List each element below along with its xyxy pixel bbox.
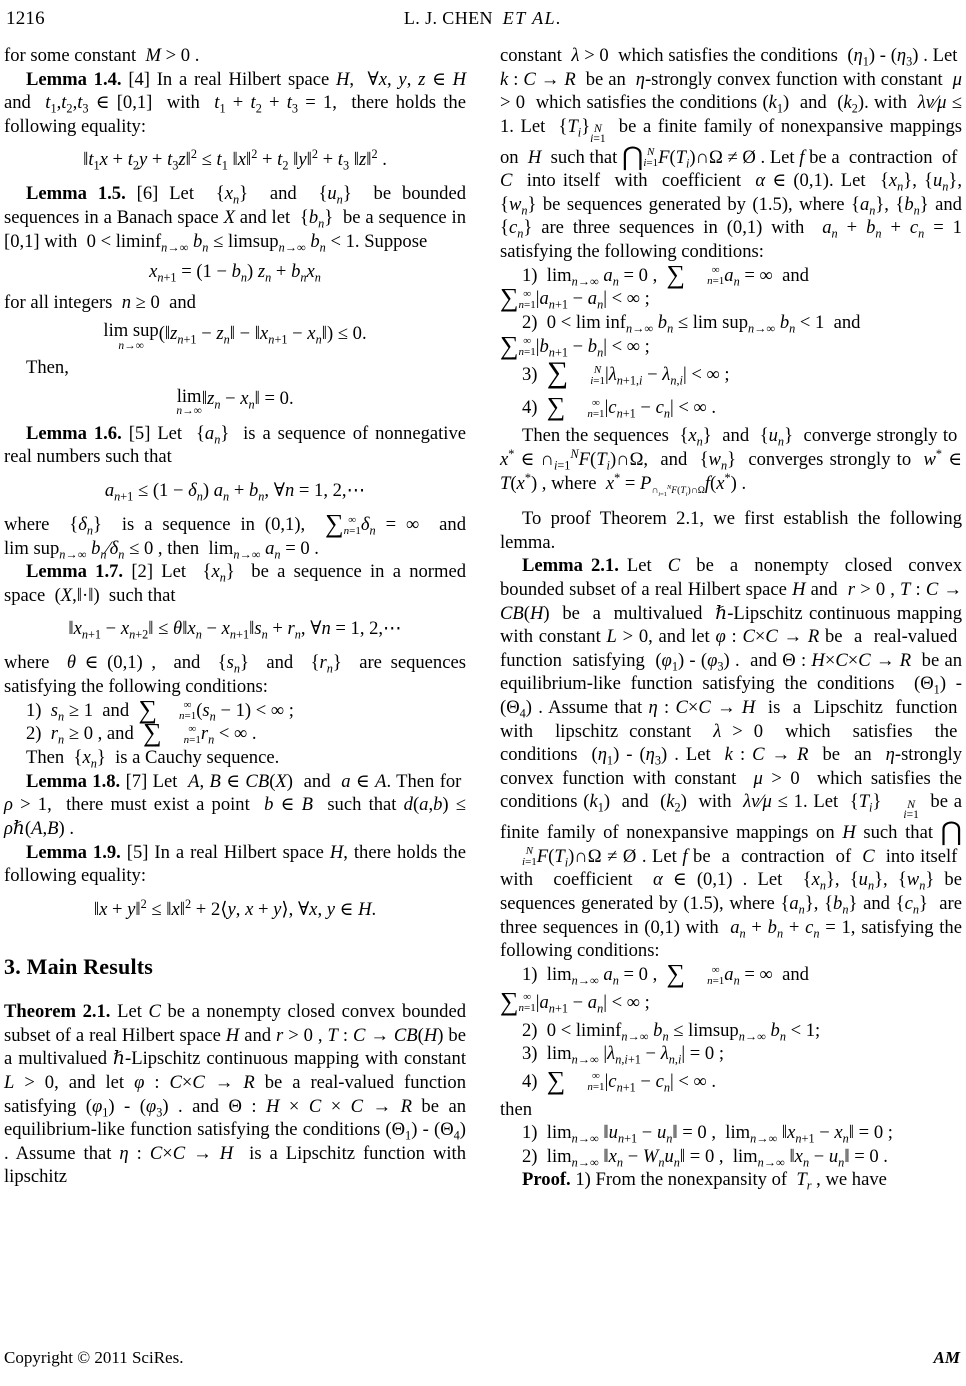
theorem-2-1-cond-1b: ∑ ∞ n=1 $|a_{n+1} - a_n|$ < ∞ ;	[500, 283, 650, 313]
lemma-1-5-text-2: for all integers n ≥ 0 and	[4, 292, 196, 314]
copyright-notice: Copyright © 2011 SciRes.	[4, 1348, 184, 1367]
lemma-1-4-label: Lemma 1.4.	[26, 68, 122, 90]
lemma-2-1-result-1: 1) $\lim_{n\to\infty}$ $‖u_{n+1}$ − $u_n‖ = 0$ , $\lim_{n\to\infty}$ $‖x_{n+1}$ − $x_n‖ = 0$ ;	[522, 1122, 893, 1147]
lemma-2-1-cond-4: 4) ∑ ∞ n=1 $|c_{n+1} - c_n|$ < ∞ .	[522, 1065, 717, 1095]
theorem-2-1-label: Theorem 2.1.	[4, 1001, 111, 1023]
lemma-2-1-then: then	[500, 1098, 533, 1120]
lemma-1-6-equation: $a_{n+1} \le (1 - \delta_n) a_n + b_n$, ∀n = 1, 2,⋯	[104, 479, 366, 504]
lemma-1-5-equation-2: lim sup n→∞ ($‖z_{n+1}$ − $z_n‖$ − $‖x_{n+1}$ − $x_n‖) \le 0$.	[103, 320, 367, 352]
lemma-1-7-label: Lemma 1.7.	[26, 561, 124, 583]
theorem-2-1: Theorem 2.1. Let C be a nonempty closed convex bounded subset of a real Hilbert space H and r > 0 , T : C → CB(H) be a multivalued ℏ-Lipschitz continuous mapping with constant L > 0, and let φ : C×C → R be a real-valued function satisfying $(\varphi_1) - (\varphi_3)$ . and Θ : H × C × C → R be an equilibrium-like function satisfying the conditions $(\Theta_1) - (\Theta_4)$ . Assume that η : C×C → H is a Lipschitz function with lipschitz	[4, 1001, 466, 1188]
lemma-1-9-equation: ‖x + y‖$^2$ ≤ ‖x‖$^2$ + 2⟨y, x + y⟩, ∀x, y ∈ H.	[93, 896, 377, 920]
right-column	[500, 44, 962, 1192]
theorem-2-1-cond-2b: ∑ ∞ n=1 $|b_{n+1} - b_n|$ < ∞ ;	[500, 330, 650, 360]
lemma-1-6-text-2: where $\{\delta_n\}$ is a sequence in (0,1), ∑ ∞ n=1 $\delta_n$ = ∞ and lim sup$_{n\to\infty}$ $b_n⁄\delta_n \le 0$ , then $\lim_{n\to\infty} a_n = 0$ .	[4, 508, 466, 562]
lemma-2-1-cond-1b: ∑ ∞ n=1 $|a_{n+1} - a_n|$ < ∞ ;	[500, 986, 650, 1016]
proof-label: Proof.	[522, 1169, 571, 1191]
lemma-2-1-cond-3: 3) $\lim_{n\to\infty} |\lambda_{n,i+1} - \lambda_{n,i}| = 0$ ;	[522, 1043, 725, 1067]
theorem-2-1-conclusion: Then the sequences $\{x_n\}$ and $\{u_n\}$ converge strongly to x* ∈ $\cap_{i=1}^NF(T_i)\cap\Omega$, and $\{w_n\}$ converges strongly to w* ∈ T(x*) , where $x^* = P_{\cap_{i=1}^NF(T_i)\cap\Omega}f(x^*)$ .	[500, 425, 962, 499]
lemma-1-5: Lemma 1.5. [6] Let $\{x_n\}$ and $\{u_n\}$ be bounded sequences in a Banach space X and let $\{b_n\}$ be a sequence in [0,1] with 0 < liminf$_{n\to\infty}$ $b_n$ ≤ limsup$_{n\to\infty}$ $b_n < 1$. Suppose	[4, 183, 466, 255]
lemma-1-7-equation: $‖x_{n+1}$ − $x_{n+2}‖$ ≤ $\theta‖x_n$ − $x_{n+1}‖s_n + r_n$, ∀n = 1, 2,⋯	[68, 618, 402, 643]
page-footer	[0, 1348, 966, 1372]
lemma-1-4-equation: $‖t_1x + t_2y$ + $t_3z‖^2 \le t_1$ ‖x‖$^2$ + $t_2$ ‖y‖$^2$ + $t_3$ ‖z‖$^2$ .	[83, 147, 387, 174]
lemma-1-5-text-3: Then,	[26, 357, 69, 379]
running-head-authors	[0, 8, 966, 29]
page-number: 1216	[6, 8, 45, 29]
lemma-2-1-cond-1: 1) $\lim_{n\to\infty} a_n = 0$ , ∑ ∞ n=1 $a_n$ = ∞ and	[522, 958, 809, 988]
lemma-2-1-proof: Proof. 1) From the nonexpansity of $T_r$ , we have	[522, 1169, 887, 1194]
lemma-2-1-result-2: 2) $\lim_{n\to\infty}$ $‖x_n$ − $W_nu_n‖ = 0$ , $\lim_{n\to\infty}$ $‖x_n$ − $u_n‖ = 0$ .	[522, 1145, 888, 1170]
lemma-1-9-ref: [5]	[126, 841, 149, 863]
lemma-1-6-ref: [5]	[128, 422, 151, 444]
running-head	[0, 8, 966, 32]
to-proof-paragraph: To proof Theorem 2.1, we first establish the following lemma.	[500, 508, 962, 553]
lemma-1-5-equation-3: lim n→∞ $‖z_n$ − $x_n‖ = 0$.	[176, 385, 294, 418]
theorem-2-1-cond-3: 3) ∑ N i=1 $|\lambda_{n+1,i} - \lambda_{n,i}|$ < ∞ ;	[522, 356, 730, 390]
lemma-1-8: Lemma 1.8. [7] Let A, B ∈ CB(X) and a ∈ A. Then for ρ > 1, there must exist a point b ∈ B such that d(a,b) ≤ ρℏ(A,B) .	[4, 770, 467, 839]
lemma-1-5-equation-1: $x_{n+1} = (1 - b_n) z_n + b_nx_n$	[149, 261, 321, 285]
lemma-1-5-label: Lemma 1.5.	[26, 183, 126, 205]
theorem-2-1-cond-1: 1) $\lim_{n\to\infty} a_n = 0$ , ∑ ∞ n=1 $a_n$ = ∞ and	[522, 259, 809, 289]
lemma-1-7: Lemma 1.7. [2] Let $\{x_n\}$ be a sequence in a normed space (X,‖·‖) such that	[4, 561, 466, 606]
lemma-2-1-label: Lemma 2.1.	[522, 555, 619, 577]
lemma-1-9: Lemma 1.9. [5] In a real Hilbert space H, there holds the following equality:	[4, 841, 466, 887]
lemma-1-4: Lemma 1.4. [4] In a real Hilbert space H, ∀x, y, z ∈ H and $t_1,t_2,t_3$ ∈ [0,1] with $t_1 + t_2 + t_3 = 1$, there holds the following equality:	[4, 68, 467, 137]
journal-abbreviation: AM	[933, 1348, 960, 1367]
lemma-1-4-ref: [4]	[128, 68, 150, 90]
section-heading-main-results: 3. Main Results	[4, 953, 154, 979]
lemma-1-6: Lemma 1.6. [5] Let $\{a_n\}$ is a sequence of nonnegative real numbers such that	[4, 422, 467, 468]
lemma-1-8-ref: [7]	[125, 770, 148, 792]
lemma-1-7-item-1: 1) $s_n \ge 1$ and ∑ ∞ n=1 $(s_n - 1)$ < ∞ ;	[26, 694, 294, 724]
theorem-2-1-cond-4: 4) ∑ ∞ n=1 $|c_{n+1} - c_n|$ < ∞ .	[522, 392, 717, 422]
lemma-1-8-label: Lemma 1.8.	[26, 770, 121, 792]
lemma-1-5-ref: [6]	[136, 183, 159, 205]
theorem-2-1-cond-2: 2) 0 < lim inf$_{n\to\infty}$ $b_n \le \lim sup_{n\to\infty}$ $b_n < 1$ and	[522, 312, 861, 336]
running-head-etal: ET AL.	[502, 8, 563, 28]
lemma-1-7-ref: [2]	[131, 561, 154, 583]
lemma-1-7-text-3: Then $\{x_n\}$ is a Cauchy sequence.	[26, 747, 280, 771]
running-head-author-names: L. J. CHEN	[403, 8, 493, 28]
lemma-1-9-label: Lemma 1.9.	[26, 841, 121, 863]
paragraph-for-some-constant: for some constant M > 0 .	[4, 45, 200, 66]
left-column	[4, 44, 466, 1189]
theorem-2-1-continued: constant λ > 0 which satisfies the conditions $(\eta_1) - (\eta_3)$ . Let k : C → R be an η-strongly convex function with constant μ > 0 which satisfies the conditions $(k_1)$ and $(k_2)$. with λν⁄μ ≤ 1. Let $\{T_i\}$ N i=1 be a finite family of nonexpansive mappings on H such that ⋂ N i=1 $F(T_i)\cap\Omega$ ≠ Ø . Let f be a contraction of C into itself with coefficient α ∈ (0,1). Let $\{x_n\}$, $\{u_n\}$, $\{w_n\}$ be sequences generated by (1.5), where $\{a_n\}$, $\{b_n\}$ and $\{c_n\}$ are three sequences in (0,1) with $a_n + b_n + c_n = 1$ satisfying the following conditions:	[500, 45, 963, 263]
lemma-1-6-label: Lemma 1.6.	[26, 422, 122, 444]
lemma-2-1: Lemma 2.1. Let C be a nonempty closed convex bounded subset of a real Hilbert space H and r > 0 , T : C → CB(H) be a multivalued ℏ-Lipschitz continuous mapping with constant L > 0, and let φ : C×C → R be a real-valued function satisfying $(\varphi_1) - (\varphi_3)$ . and Θ : H×C×C → R be an equilibrium-like function satisfying the conditions $(\Theta_1) - (\Theta_4)$ . Assume that η : C×C → H is a Lipschitz function with lipschitz constant λ > 0 which satisfies the conditions $(\eta_1) - (\eta_3)$ . Let k : C → R be an η-strongly convex function with constant μ > 0 which satisfies the conditions $(k_1)$ and $(k_2)$ with λν⁄μ ≤ 1. Let $\{T_i\}$ N i=1 be a finite family of nonexpansive mappings on H such that ⋂ N i=1 $F(T_i)\cap\Omega$ ≠ Ø . Let f be a contraction of C into itself with coefficient α ∈ (0,1) . Let $\{x_n\}$, $\{u_n\}$, $\{w_n\}$ be sequences generated by (1.5), where $\{a_n\}$, $\{b_n\}$ and $\{c_n\}$ are three sequences in (0,1) with $a_n + b_n + c_n = 1$, satisfying the following conditions:	[500, 555, 963, 962]
lemma-1-7-item-2: 2) $r_n \ge 0$ , and ∑ ∞ n=1 $r_n$ < ∞ .	[26, 718, 257, 748]
lemma-1-7-text-2: where θ ∈ (0,1) , and $\{s_n\}$ and $\{r_n\}$ are sequences satisfying the following conditions:	[4, 652, 466, 698]
lemma-2-1-cond-2: 2) 0 < liminf$_{n\to\infty}$ $b_n$ ≤ limsup$_{n\to\infty}$ $b_n < 1$;	[522, 1019, 821, 1044]
